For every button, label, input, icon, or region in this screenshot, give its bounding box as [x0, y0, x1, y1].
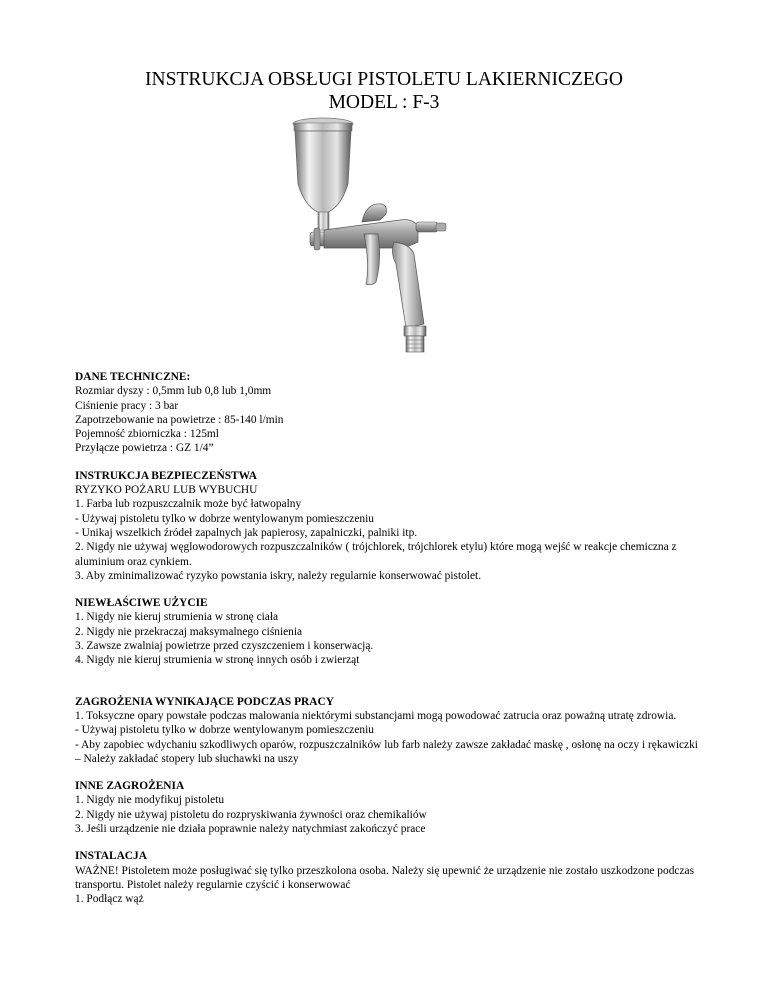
install-line: 1. Podłącz wąż [75, 893, 144, 906]
spray-gun-icon [290, 114, 470, 364]
safety-section [75, 469, 715, 583]
safety-line: 1. Farba lub rozpuszczalnik może być łatwopalny [75, 498, 302, 511]
misuse-section [75, 596, 715, 667]
misuse-heading: NIEWŁAŚCIWE UŻYCIE [75, 597, 208, 610]
safety-line: 3. Aby zminimalizować ryzyko powstania iskry, należy regularnie konserwować pistolet. [75, 569, 482, 582]
tech-heading: DANE TECHNICZNE: [75, 371, 191, 383]
hazards-line: – Należy zakładać stopery lub słuchawki na uszy [75, 752, 299, 765]
misuse-line: 1. Nigdy nie kieruj strumienia w stronę ciała [75, 611, 279, 624]
safety-line: - Używaj pistoletu tylko w dobrze wentylowanym pomieszczeniu [75, 512, 374, 525]
tech-line: Przyłącze powietrza : GZ 1/4” [75, 442, 214, 455]
safety-line: 2. Nigdy nie używaj węglowodorowych rozpuszczalników ( trójchlorek, trójchlorek etylu) które mogą wejść w reakcje chemiczna z aluminium oraz cynkiem. [75, 541, 677, 568]
other-heading: INNE ZAGROŻENIA [75, 780, 185, 793]
document-title [0, 68, 768, 114]
hazards-line: - Aby zapobiec wdychaniu szkodliwych oparów, rozpuszczalników lub farb należy zawsze zakładać maskę , osłonę na oczy i rękawiczki [75, 738, 698, 751]
safety-heading: INSTRUKCJA BEZPIECZEŃSTWA [75, 469, 257, 482]
misuse-line: 2. Nigdy nie przekraczaj maksymalnego ciśnienia [75, 625, 303, 638]
title-line-1: INSTRUKCJA OBSŁUGI PISTOLETU LAKIERNICZEGO [145, 69, 623, 90]
title-line-2: MODEL : F-3 [328, 92, 440, 113]
tech-line: Rozmiar dyszy : 0,5mm lub 0,8 lub 1,0mm [75, 385, 272, 398]
tech-section [75, 370, 715, 456]
other-line: 1. Nigdy nie modyfikuj pistoletu [75, 794, 225, 807]
other-line: 2. Nigdy nie używaj pistoletu do rozpryskiwania żywności oraz chemikaliów [75, 808, 427, 821]
install-heading: INSTALACJA [75, 850, 147, 863]
tech-line: Zapotrzebowanie na powietrze : 85-140 l/min [75, 413, 284, 426]
hazards-heading: ZAGROŻENIA WYNIKAJĄCE PODCZAS PRACY [75, 695, 334, 708]
safety-line: - Unikaj wszelkich źródeł zapalnych jak papierosy, zapalniczki, palniki itp. [75, 526, 418, 539]
other-section [75, 779, 715, 836]
misuse-line: 4. Nigdy nie kieruj strumienia w stronę innych osób i zwierząt [75, 654, 360, 667]
safety-line: RYZYKO POŻARU LUB WYBUCHU [75, 484, 258, 497]
other-line: 3. Jeśli urządzenie nie działa poprawnie należy natychmiast zakończyć prace [75, 823, 426, 836]
spray-gun-image [290, 114, 470, 364]
install-line: WAŻNE! Pistoletem może posługiwać się tylko przeszkolona osoba. Należy się upewnić że urządzenie nie zostało uszkodzone podczas transportu. Pistolet należy regularnie czyścić i konserwować [75, 864, 694, 891]
misuse-line: 3. Zawsze zwalniaj powietrze przed czyszczeniem i konserwacją. [75, 640, 374, 653]
document-body [75, 370, 715, 907]
hazards-section [75, 695, 715, 766]
install-section [75, 849, 715, 906]
hazards-line: - Używaj pistoletu tylko w dobrze wentylowanym pomieszczeniu [75, 724, 374, 737]
tech-line: Ciśnienie pracy : 3 bar [75, 399, 179, 412]
hazards-line: 1. Toksyczne opary powstałe podczas malowania niektórymi substancjami mogą powodować zatrucia oraz poważną utratę zdrowia. [75, 709, 677, 722]
tech-line: Pojemność zbiorniczka : 125ml [75, 428, 219, 441]
